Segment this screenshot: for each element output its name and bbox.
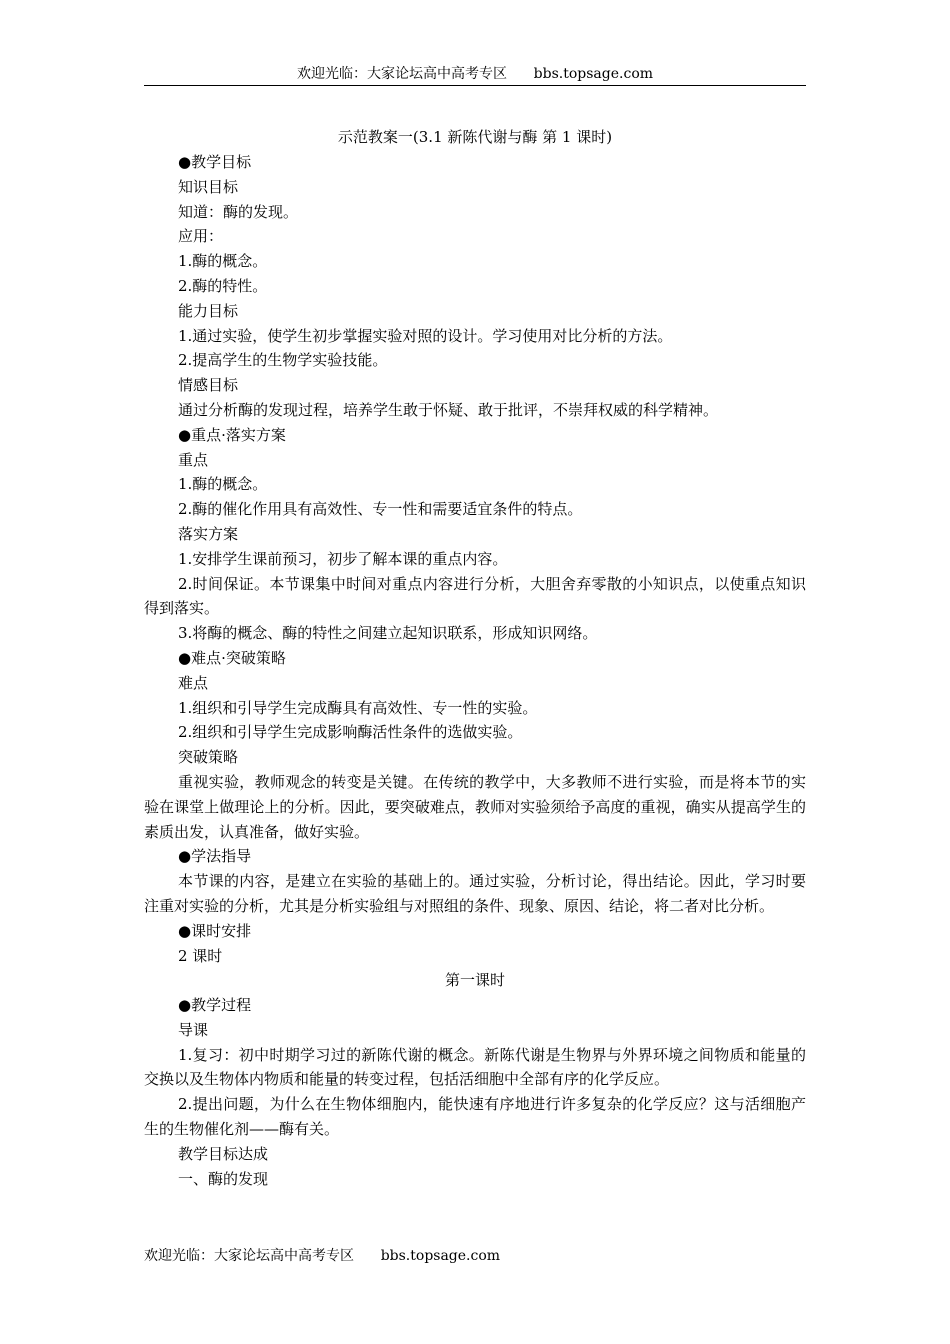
subheading-ability-goals: 能力目标: [178, 301, 239, 320]
list-item: 1.酶的概念。: [178, 475, 268, 494]
subheading-implementation: 落实方案: [178, 524, 239, 543]
list-item: 2.组织和引导学生完成影响酶活性条件的选做实验。: [178, 723, 523, 742]
paragraph: 应用：: [178, 227, 224, 246]
list-item: 2.酶的催化作用具有高效性、专一性和需要适宜条件的特点。: [178, 500, 583, 519]
paragraph: 知道：酶的发现。: [178, 202, 299, 221]
subheading-strategy: 突破策略: [178, 748, 239, 767]
section-heading-study-guide: ●学法指导: [178, 847, 252, 866]
paragraph: 通过分析酶的发现过程，培养学生敢于怀疑、敢于批评，不崇拜权威的科学精神。: [178, 400, 719, 419]
list-item: 1.安排学生课前预习，初步了解本课的重点内容。: [178, 549, 508, 568]
subheading-goal-achievement: 教学目标达成: [178, 1144, 269, 1163]
list-item: 2.时间保证。本节课集中时间对重点内容进行分析，大胆舍弃零散的小知识点，以使重点知识得到落实。: [144, 574, 806, 618]
section-heading-schedule: ●课时安排: [178, 921, 252, 940]
list-item: 1.通过实验，使学生初步掌握实验对照的设计。学习使用对比分析的方法。: [178, 326, 673, 345]
paragraph: 重视实验，教师观念的转变是关键。在传统的教学中，大多教师不进行实验，而是将本节的实验在课堂上做理论上的分析。因此，要突破难点，教师对实验须给予高度的重视，确实从提高学生的素质出发，认真准备，做好实验。: [144, 772, 806, 841]
page-footer: 欢迎光临：大家论坛高中高考专区 bbs.topsage.com: [144, 1248, 501, 1264]
subheading-key-points: 重点: [178, 450, 209, 469]
list-item: 1.组织和引导学生完成酶具有高效性、专一性的实验。: [178, 698, 538, 717]
section-heading-key-points: ●重点·落实方案: [178, 425, 286, 444]
paragraph: 2 课时: [178, 946, 223, 965]
header-divider: [144, 85, 806, 86]
paragraph: 本节课的内容，是建立在实验的基础上的。通过实验，分析讨论，得出结论。因此，学习时要注重对实验的分析，尤其是分析实验组与对照组的条件、现象、原因、结论，将二者对比分析。: [144, 872, 806, 915]
list-item: 1.酶的概念。: [178, 252, 268, 271]
list-item: 2.提出问题，为什么在生物体细胞内，能快速有序地进行许多复杂的化学反应？这与活细胞产生的生物催化剂——酶有关。: [144, 1095, 806, 1139]
document-title: 示范教案一(3.1 新陈代谢与酶 第 1 课时): [337, 128, 613, 146]
list-item: 3.将酶的概念、酶的特性之间建立起知识联系，形成知识网络。: [178, 624, 598, 643]
section-heading-teaching-goals: ●教学目标: [178, 153, 252, 171]
subheading-difficulties: 难点: [178, 673, 209, 692]
section-heading-difficulties: ●难点·突破策略: [178, 648, 286, 667]
lesson-title: 第一课时: [444, 971, 505, 990]
list-item: 2.酶的特性。: [178, 276, 268, 295]
list-item: 2.提高学生的生物学实验技能。: [178, 351, 388, 370]
list-item: 1.复习：初中时期学习过的新陈代谢的概念。新陈代谢是生物界与外界环境之间物质和能量的交换以及生物体内物质和能量的转变过程，包括活细胞中全部有序的化学反应。: [144, 1045, 806, 1089]
document-body: [144, 150, 806, 1191]
subheading-intro: 导课: [178, 1020, 209, 1039]
subheading-knowledge-goals: 知识目标: [178, 177, 239, 196]
page-header: 欢迎光临：大家论坛高中高考专区 bbs.topsage.com: [296, 66, 654, 82]
subheading-enzyme-discovery: 一、酶的发现: [178, 1169, 269, 1188]
section-heading-process: ●教学过程: [178, 996, 252, 1015]
subheading-emotion-goals: 情感目标: [178, 376, 239, 395]
